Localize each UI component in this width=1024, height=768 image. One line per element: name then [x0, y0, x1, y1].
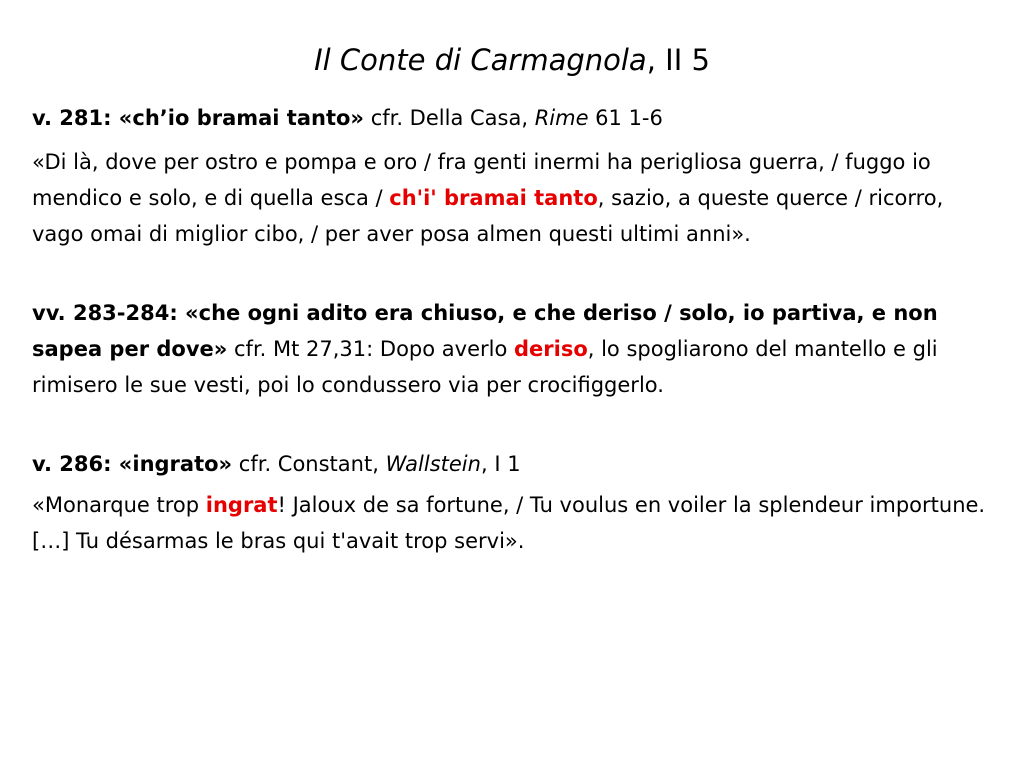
title-work: Il Conte di Carmagnola — [314, 43, 647, 77]
quote-text: , sazio, a queste querce / ricorro, vago omai di miglior cibo, / per aver posa almen questi ultimi anni». — [32, 186, 944, 246]
verse-label: v. 281: «ch’io bramai tanto» — [32, 106, 365, 130]
slide-title — [0, 40, 1024, 80]
quote-della-casa — [32, 144, 992, 252]
cfr-text: cfr. Constant, — [232, 452, 386, 476]
highlight: ch'i' bramai tanto — [389, 186, 598, 210]
cited-work: Wallstein — [385, 452, 481, 476]
verse-label: v. 286: «ingrato» — [32, 452, 233, 476]
quote-text: «Di là, dove per ostro e pompa e oro / fra genti inermi ha perigliosa guerra, / fuggo io mendico e solo, e di quella esca / — [32, 150, 931, 210]
quote-text: , lo spogliarono del mantello e gli rimisero le sue vesti, poi lo condussero via per crocifiggerlo. — [32, 337, 938, 397]
cited-ref: , I 1 — [480, 452, 521, 476]
quote-text: ! Jaloux de sa fortune, / Tu voulus en voiler la splendeur importune. […] Tu désarmas le bras qui t'avait trop servi». — [32, 493, 986, 553]
highlight: ingrat — [205, 493, 278, 517]
title-act: , II 5 — [646, 43, 710, 77]
slide-content — [32, 100, 992, 559]
cfr-text: cfr. Mt 27,31: Dopo averlo — [227, 337, 514, 361]
quote-constant — [32, 487, 992, 559]
cited-ref: 61 1-6 — [588, 106, 663, 130]
reference-v283-284 — [32, 295, 992, 403]
cited-work: Rime — [534, 106, 589, 130]
cfr-text: cfr. Della Casa, — [364, 106, 535, 130]
reference-v281 — [32, 100, 992, 136]
reference-v286 — [32, 446, 992, 482]
quote-text: «Monarque trop — [32, 493, 206, 517]
highlight: deriso — [513, 337, 588, 361]
verse-label: vv. 283-284: «che ogni adito era chiuso, e che deriso / solo, io partiva, e non sapea per dove» — [32, 301, 938, 361]
